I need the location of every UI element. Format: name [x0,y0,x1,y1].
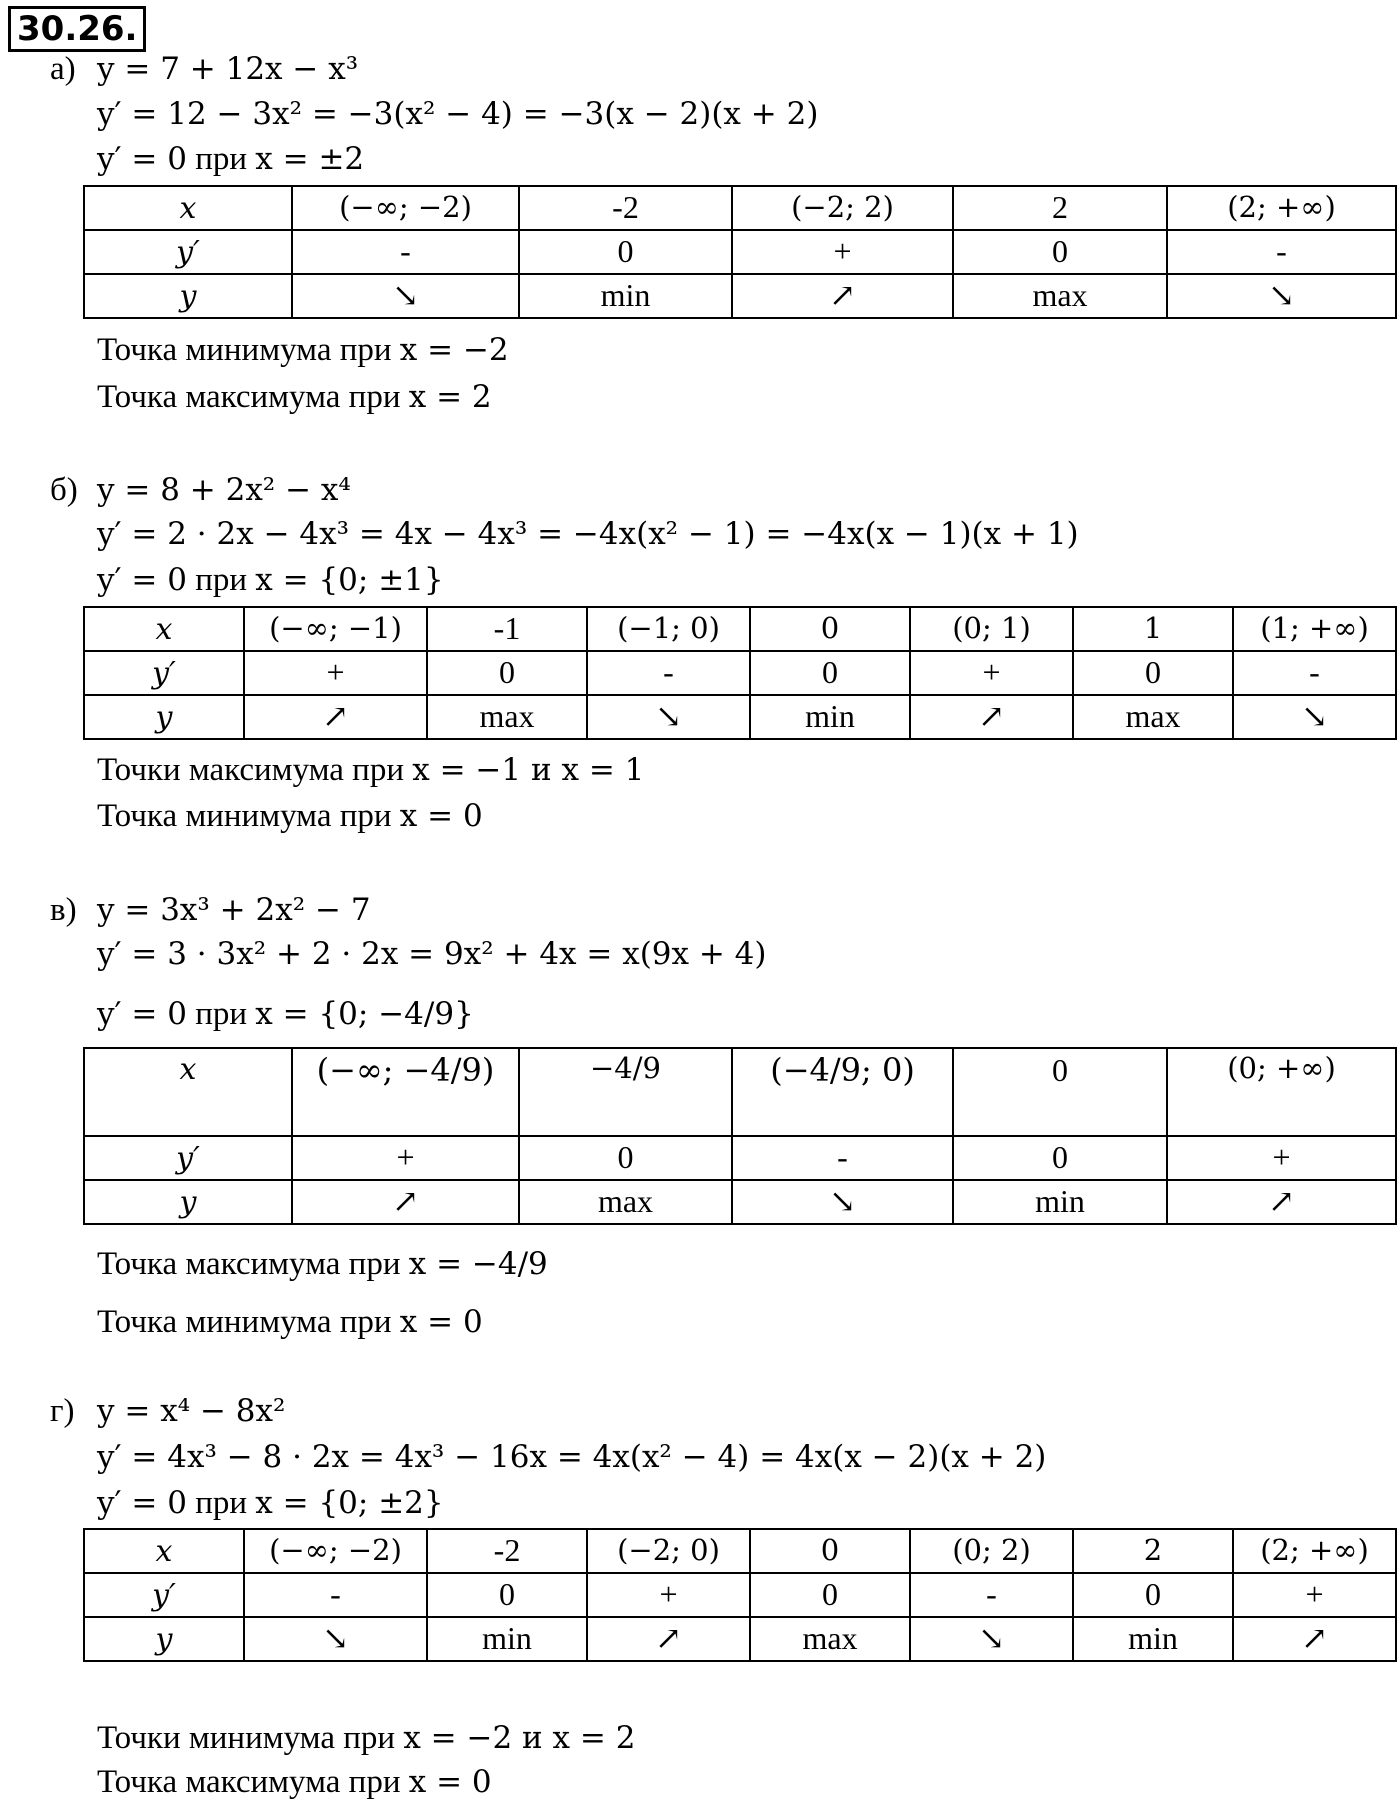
zeros-word: при [195,141,248,177]
table-row-function [84,1617,1396,1661]
table-cell: max [427,695,587,739]
table-row-derivative [84,230,1396,274]
conclusion-text: Точка минимума при [97,798,400,834]
table-row-x [84,1048,1396,1136]
conclusion [97,1302,483,1342]
conclusion-math: x = 0 [408,1764,492,1800]
problem-number: 30.26. [8,6,146,52]
table-cell: 0 [519,1136,732,1180]
table-cell: 2 [1073,1529,1233,1573]
table-cell: -1 [427,607,587,651]
conclusion-text: Точки максимума при [97,752,413,788]
table-cell: ↗ [587,1617,750,1661]
table-cell: min [750,695,910,739]
table-cell: -2 [519,186,732,230]
table-cell: ↘ [910,1617,1073,1661]
table-cell: ↘ [587,695,750,739]
table-cell: −4/9 [519,1048,732,1136]
table-cell: min [953,1180,1167,1224]
critical-points-line [97,994,474,1034]
table-cell: (−∞; −2) [244,1529,427,1573]
table-cell: - [1167,230,1396,274]
table-row-derivative [84,651,1396,695]
table-cell: + [587,1573,750,1617]
zeros-formula: y′ = 0 [97,1485,187,1521]
part-label: б) [50,472,78,508]
zeros-value: x = ±2 [255,141,365,177]
table-cell: (−∞; −2) [292,186,519,230]
conclusion [97,377,492,417]
table-row-derivative [84,1136,1396,1180]
table-cell: y [84,1617,244,1661]
table-cell: ↗ [1167,1180,1396,1224]
part-label: г) [50,1393,75,1429]
table-cell: min [1073,1617,1233,1661]
table-cell: + [1233,1573,1396,1617]
sign-table [83,1528,1397,1662]
function-formula: y = 3x³ + 2x² − 7 [97,892,371,928]
table-cell: - [587,651,750,695]
conclusion-text: Точка минимума при [97,332,400,368]
conclusion-math: x = 0 [399,798,483,834]
zeros-value: x = {0; ±2} [255,1485,444,1521]
conclusion-text: Точка минимума при [97,1304,400,1340]
table-row-x [84,1529,1396,1573]
table-cell: 0 [953,230,1167,274]
table-cell: -2 [427,1529,587,1573]
table-cell: 0 [750,1529,910,1573]
table-cell: (−∞; −4/9) [292,1048,519,1136]
table-cell: min [519,274,732,318]
conclusion [97,1718,635,1758]
table-cell: max [519,1180,732,1224]
table-cell: (−2; 2) [732,186,953,230]
table-cell: (−4/9; 0) [732,1048,953,1136]
table-cell: (−1; 0) [587,607,750,651]
table-cell: 0 [750,1573,910,1617]
table-cell: (0; 1) [910,607,1073,651]
zeros-word: при [195,1485,248,1521]
sign-table [83,185,1397,319]
table-row-function [84,274,1396,318]
table-cell: (2; +∞) [1167,186,1396,230]
conclusion [97,1762,492,1802]
table-cell: 0 [750,651,910,695]
derivative-formula: y′ = 3 · 3x² + 2 · 2x = 9x² + 4x = x(9x + 4) [97,936,767,972]
table-cell: y′ [84,651,244,695]
zeros-word: при [195,562,248,598]
table-cell: + [732,230,953,274]
table-cell: max [750,1617,910,1661]
table-cell: max [1073,695,1233,739]
table-cell: 0 [427,1573,587,1617]
conclusion-text: Точка максимума при [97,379,409,415]
conclusion [97,330,509,370]
table-cell: + [1167,1136,1396,1180]
conclusion [97,750,644,790]
critical-points-line [97,139,364,179]
table-cell: - [910,1573,1073,1617]
table-cell: y′ [84,1136,292,1180]
table-cell: y [84,695,244,739]
conclusion-text: Точки минимума при [97,1720,404,1756]
table-cell: ↗ [1233,1617,1396,1661]
zeros-formula: y′ = 0 [97,996,187,1032]
table-cell: 0 [427,651,587,695]
table-cell: 0 [953,1136,1167,1180]
table-cell: x [84,1529,244,1573]
derivative-formula: y′ = 2 · 2x − 4x³ = 4x − 4x³ = −4x(x² − 1) = −4x(x − 1)(x + 1) [97,516,1079,552]
table-row-function [84,695,1396,739]
table-cell: 0 [519,230,732,274]
table-cell: ↗ [910,695,1073,739]
function-formula: y = x⁴ − 8x² [97,1393,286,1429]
table-cell: y′ [84,1573,244,1617]
conclusion-math: x = −2 [399,332,509,368]
zeros-formula: y′ = 0 [97,562,187,598]
table-cell: (0; 2) [910,1529,1073,1573]
derivative-formula: y′ = 4x³ − 8 · 2x = 4x³ − 16x = 4x(x² − 4) = 4x(x − 2)(x + 2) [97,1439,1047,1475]
table-cell: - [732,1136,953,1180]
table-cell: ↘ [292,274,519,318]
zeros-value: x = {0; ±1} [255,562,444,598]
table-cell: y [84,1180,292,1224]
function-formula: y = 7 + 12x − x³ [97,51,359,87]
table-cell: 0 [1073,1573,1233,1617]
table-cell: ↗ [244,695,427,739]
zeros-value: x = {0; −4/9} [255,996,474,1032]
conclusion-text: Точка максимума при [97,1764,409,1800]
table-row-x [84,186,1396,230]
table-cell: (0; +∞) [1167,1048,1396,1136]
conclusion-math: x = 0 [399,1304,483,1340]
conclusion [97,796,483,836]
table-cell: 2 [953,186,1167,230]
table-cell: y′ [84,230,292,274]
table-cell: ↘ [1167,274,1396,318]
table-cell: x [84,1048,292,1136]
derivative-formula: y′ = 12 − 3x² = −3(x² − 4) = −3(x − 2)(x + 2) [97,96,819,132]
conclusion-math: x = −2 и x = 2 [403,1720,636,1756]
critical-points-line [97,560,444,600]
table-cell: ↘ [244,1617,427,1661]
conclusion [97,1244,548,1284]
table-cell: 0 [953,1048,1167,1136]
table-cell: min [427,1617,587,1661]
table-cell: (1; +∞) [1233,607,1396,651]
table-cell: + [244,651,427,695]
table-cell: ↗ [732,274,953,318]
conclusion-math: x = 2 [408,379,492,415]
sign-table [83,606,1397,740]
part-label: а) [50,51,76,87]
table-cell: x [84,186,292,230]
table-cell: ↗ [292,1180,519,1224]
conclusion-text: Точка максимума при [97,1246,409,1282]
conclusion-math: x = −4/9 [408,1246,548,1282]
table-row-x [84,607,1396,651]
zeros-formula: y′ = 0 [97,141,187,177]
table-cell: + [292,1136,519,1180]
table-cell: ↘ [1233,695,1396,739]
sign-table [83,1047,1397,1225]
table-cell: - [292,230,519,274]
table-cell: (−∞; −1) [244,607,427,651]
critical-points-line [97,1483,444,1523]
table-row-function [84,1180,1396,1224]
table-cell: - [1233,651,1396,695]
table-cell: - [244,1573,427,1617]
conclusion-math: x = −1 и x = 1 [412,752,645,788]
table-cell: y [84,274,292,318]
table-cell: + [910,651,1073,695]
table-cell: 0 [750,607,910,651]
table-cell: 1 [1073,607,1233,651]
zeros-word: при [195,996,248,1032]
part-label: в) [50,892,77,928]
table-cell: (2; +∞) [1233,1529,1396,1573]
table-cell: ↘ [732,1180,953,1224]
table-cell: (−2; 0) [587,1529,750,1573]
function-formula: y = 8 + 2x² − x⁴ [97,472,351,508]
table-cell: x [84,607,244,651]
table-row-derivative [84,1573,1396,1617]
table-cell: 0 [1073,651,1233,695]
table-cell: max [953,274,1167,318]
